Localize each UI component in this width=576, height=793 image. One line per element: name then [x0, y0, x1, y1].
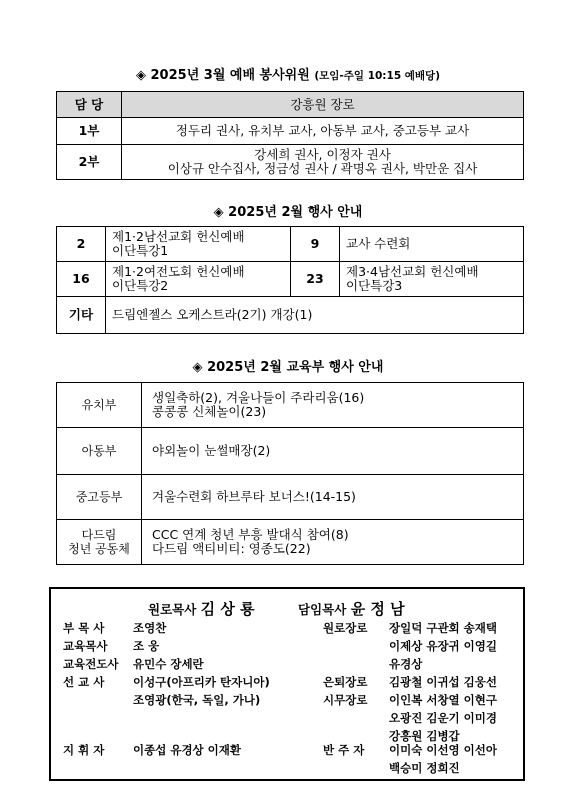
event-date: 9 — [291, 227, 340, 262]
dept-events — [142, 520, 524, 565]
table-row — [57, 383, 524, 428]
emeritus-pastor — [148, 598, 255, 619]
event-line: 제1·2남선교회 헌신예배 — [112, 229, 245, 244]
staff-names: 오광진 김운기 이미경 — [389, 711, 497, 725]
table-row — [57, 475, 524, 520]
event-desc — [106, 227, 291, 262]
service-members-line: 강세희 권사, 이정자 권사 — [254, 147, 391, 162]
staff-names: 이성구(아프리카 탄자니아) — [133, 675, 270, 689]
dept-label — [57, 520, 142, 565]
service-members — [122, 145, 524, 180]
staff-role: 은퇴장로 — [323, 675, 368, 689]
table-row — [57, 118, 524, 145]
staff-role: 시무장로 — [323, 693, 368, 707]
staff-names: 조 웅 — [133, 639, 160, 653]
dept-label: 아동부 — [57, 428, 142, 475]
education-table — [56, 382, 524, 565]
staff-names: 조영광(한국, 독일, 가나) — [133, 693, 261, 707]
dept-label-line: 다드림 — [81, 528, 117, 542]
senior-name: 윤 정 남 — [350, 600, 405, 618]
table-row — [57, 520, 524, 565]
event-line: 제1·2여전도회 헌신예배 — [112, 264, 245, 279]
staff-role: 지 휘 자 — [63, 743, 105, 757]
staff-names: 유민수 장세란 — [133, 657, 204, 671]
section1-title-text: ◈ 2025년 3월 예배 봉사위원 — [135, 68, 310, 83]
dept-events: 야외놀이 눈썰매장(2) — [142, 428, 524, 475]
staff-role: 원로장로 — [323, 621, 368, 635]
table-row — [57, 227, 524, 262]
staff-names: 이제상 유장귀 이영길 — [389, 639, 497, 653]
dept-event-line: 생일축하(2), 겨울나들이 주라리움(16) — [152, 390, 365, 405]
event-line: 이단특강1 — [112, 243, 169, 258]
staff-box — [49, 587, 525, 781]
event-line: 제3·4남선교회 헌신예배 — [346, 264, 479, 279]
section3-title: ◈ 2025년 2월 교육부 행사 안내 — [192, 360, 384, 375]
event-line: 이단특강3 — [346, 278, 403, 293]
event-line: 교사 수련회 — [346, 236, 411, 251]
emeritus-name: 김 상 룡 — [200, 600, 255, 618]
dept-event-line: 다드림 액티비티: 영종도(22) — [152, 541, 311, 556]
table-header-row — [57, 92, 524, 118]
staff-names: 이미숙 이선영 이선아 — [389, 743, 497, 757]
emeritus-label: 원로목사 — [148, 602, 197, 617]
service-members: 정두리 권사, 유치부 교사, 아동부 교사, 중고등부 교사 — [122, 118, 524, 145]
staff-role: 반 주 자 — [323, 743, 365, 757]
header-label: 담 당 — [57, 92, 122, 118]
staff-names: 이인복 서창열 이현구 — [389, 693, 497, 707]
event-date: 16 — [57, 262, 106, 297]
event-table — [56, 226, 524, 334]
staff-names: 백승미 정희진 — [389, 761, 460, 775]
event-date: 2 — [57, 227, 106, 262]
dept-label-line: 청년 공동체 — [68, 542, 130, 556]
staff-role: 선 교 사 — [63, 675, 105, 689]
staff-role: 교육전도사 — [63, 657, 119, 671]
event-desc — [340, 227, 524, 262]
table-row — [57, 262, 524, 297]
dept-label: 중고등부 — [57, 475, 142, 520]
etc-value: 드림엔젤스 오케스트라(2기) 개강(1) — [106, 297, 524, 334]
section2-title: ◈ 2025년 2월 행사 안내 — [213, 205, 363, 220]
dept-events: 겨울수련회 하브루타 보너스!(14-15) — [142, 475, 524, 520]
table-row — [57, 145, 524, 180]
service-label: 2부 — [57, 145, 122, 180]
section1-title-note: (모임-주일 10:15 예배당) — [314, 70, 441, 82]
etc-label: 기타 — [57, 297, 106, 334]
staff-names: 조영찬 — [133, 621, 167, 635]
event-desc — [340, 262, 524, 297]
dept-events — [142, 383, 524, 428]
service-label: 1부 — [57, 118, 122, 145]
service-members-line: 이상규 안수집사, 정금성 권사 / 곽명옥 권사, 박만운 집사 — [167, 161, 478, 176]
event-line: 이단특강2 — [112, 278, 169, 293]
dept-event-line: CCC 연계 청년 부흥 발대식 참여(8) — [152, 527, 349, 542]
staff-names: 김광철 이귀섭 김웅선 — [389, 675, 497, 689]
senior-pastor — [298, 598, 405, 619]
staff-names: 강흥원 김병갑 — [389, 729, 460, 743]
staff-role: 교육목사 — [63, 639, 108, 653]
dept-label: 유치부 — [57, 383, 142, 428]
table-row — [57, 297, 524, 334]
event-desc — [106, 262, 291, 297]
event-date: 23 — [291, 262, 340, 297]
staff-names: 이종섭 유경상 이재환 — [133, 743, 241, 757]
table-row — [57, 428, 524, 475]
dept-event-line: 콩콩콩 신체놀이(23) — [152, 404, 267, 419]
senior-label: 담임목사 — [298, 602, 347, 617]
staff-names: 장일덕 구관회 송재택 — [389, 621, 497, 635]
service-volunteer-table — [56, 91, 524, 180]
section1-title — [0, 64, 576, 83]
header-value: 강흥원 장로 — [122, 92, 524, 118]
staff-role: 부 목 사 — [63, 621, 105, 635]
staff-names: 유경상 — [389, 657, 423, 671]
